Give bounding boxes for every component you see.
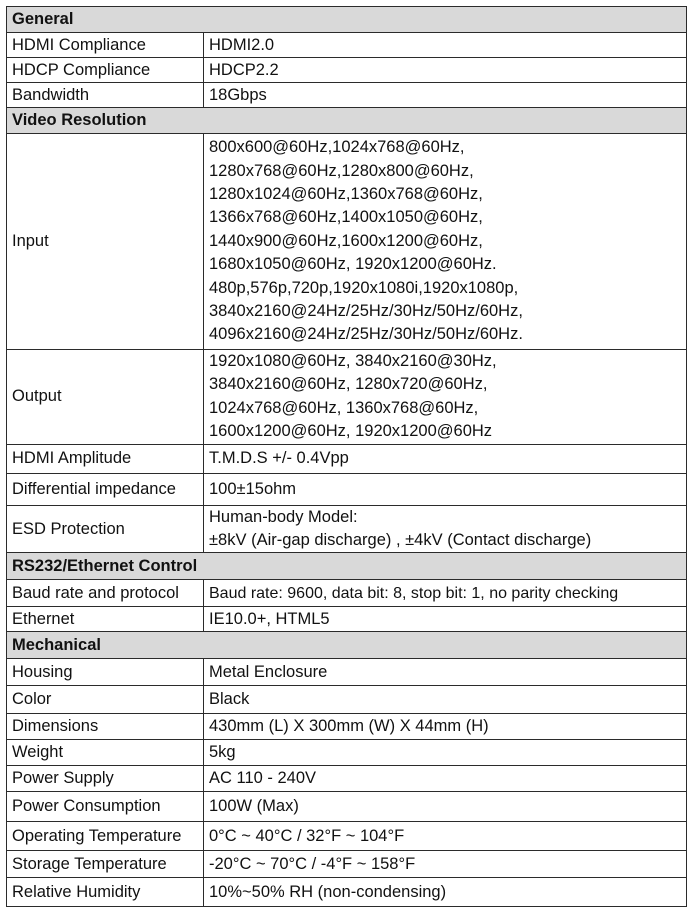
- spec-row: [7, 822, 687, 851]
- spec-value: 18Gbps: [204, 83, 687, 108]
- spec-label: Weight: [7, 740, 204, 766]
- spec-value: 100±15ohm: [204, 473, 687, 505]
- spec-row: [7, 58, 687, 83]
- spec-row: [7, 607, 687, 632]
- resolution-line: 480p,576p,720p,1920x1080i,1920x1080p,: [209, 278, 519, 297]
- spec-row-input: [7, 134, 687, 350]
- spec-value-list: [204, 505, 687, 553]
- spec-row: [7, 33, 687, 58]
- spec-value: 5kg: [204, 740, 687, 766]
- spec-row: [7, 580, 687, 607]
- spec-label: Differential impedance: [7, 473, 204, 505]
- spec-row: [7, 83, 687, 108]
- spec-row: [7, 714, 687, 740]
- spec-label: HDCP Compliance: [7, 58, 204, 83]
- resolution-line: 1280x768@60Hz,1280x800@60Hz,: [209, 161, 474, 180]
- esd-line: Human-body Model:: [209, 507, 358, 526]
- spec-value: IE10.0+, HTML5: [204, 607, 687, 632]
- spec-value: -20°C ~ 70°C / -4°F ~ 158°F: [204, 851, 687, 878]
- resolution-line: 3840x2160@60Hz, 1280x720@60Hz,: [209, 375, 488, 394]
- esd-line: ±8kV (Air-gap discharge) , ±4kV (Contact discharge): [209, 531, 592, 550]
- spec-row: [7, 792, 687, 822]
- spec-value-list: [204, 134, 687, 350]
- spec-label: Baud rate and protocol: [7, 580, 204, 607]
- spec-label: Operating Temperature: [7, 822, 204, 851]
- spec-label: Power Supply: [7, 766, 204, 792]
- resolution-line: 1600x1200@60Hz, 1920x1200@60Hz: [209, 422, 493, 441]
- spec-row-output: [7, 350, 687, 445]
- spec-row: [7, 851, 687, 878]
- spec-label: Input: [7, 134, 204, 350]
- spec-value: 0°C ~ 40°C / 32°F ~ 104°F: [204, 822, 687, 851]
- spec-label: Housing: [7, 659, 204, 686]
- spec-row: [7, 878, 687, 907]
- resolution-line: 1680x1050@60Hz, 1920x1200@60Hz.: [209, 255, 497, 274]
- spec-row-esd: [7, 505, 687, 553]
- resolution-line: 1366x768@60Hz,1400x1050@60Hz,: [209, 208, 483, 227]
- spec-table: [6, 6, 687, 907]
- spec-value: Black: [204, 686, 687, 714]
- resolution-line: 1280x1024@60Hz,1360x768@60Hz,: [209, 184, 483, 203]
- section-header-control: [7, 553, 687, 580]
- spec-label: Storage Temperature: [7, 851, 204, 878]
- resolution-line: 800x600@60Hz,1024x768@60Hz,: [209, 138, 465, 157]
- spec-label: Bandwidth: [7, 83, 204, 108]
- section-title: Mechanical: [7, 632, 687, 659]
- spec-value: T.M.D.S +/- 0.4Vpp: [204, 444, 687, 473]
- spec-value: 100W (Max): [204, 792, 687, 822]
- spec-value: Baud rate: 9600, data bit: 8, stop bit: 1, no parity checking: [204, 580, 687, 607]
- spec-label: Relative Humidity: [7, 878, 204, 907]
- section-title: Video Resolution: [7, 108, 687, 134]
- section-header-video-resolution: [7, 108, 687, 134]
- spec-label: HDMI Compliance: [7, 33, 204, 58]
- resolution-line: 1024x768@60Hz, 1360x768@60Hz,: [209, 398, 479, 417]
- spec-label: Power Consumption: [7, 792, 204, 822]
- spec-value-list: [204, 350, 687, 445]
- section-header-mechanical: [7, 632, 687, 659]
- resolution-line: 3840x2160@24Hz/25Hz/30Hz/50Hz/60Hz,: [209, 302, 523, 321]
- spec-value: AC 110 - 240V: [204, 766, 687, 792]
- spec-row: [7, 740, 687, 766]
- spec-row: [7, 659, 687, 686]
- section-title: General: [7, 7, 687, 33]
- spec-value: 10%~50% RH (non-condensing): [204, 878, 687, 907]
- spec-label: Ethernet: [7, 607, 204, 632]
- resolution-line: 1440x900@60Hz,1600x1200@60Hz,: [209, 231, 483, 250]
- spec-row: [7, 686, 687, 714]
- resolution-line: 1920x1080@60Hz, 3840x2160@30Hz,: [209, 352, 497, 370]
- spec-value: HDCP2.2: [204, 58, 687, 83]
- spec-value: HDMI2.0: [204, 33, 687, 58]
- spec-label: Color: [7, 686, 204, 714]
- section-title: RS232/Ethernet Control: [7, 553, 687, 580]
- spec-row: [7, 766, 687, 792]
- spec-value: 430mm (L) X 300mm (W) X 44mm (H): [204, 714, 687, 740]
- spec-label: Dimensions: [7, 714, 204, 740]
- resolution-line: 4096x2160@24Hz/25Hz/30Hz/50Hz/60Hz.: [209, 325, 523, 344]
- spec-label: HDMI Amplitude: [7, 444, 204, 473]
- spec-row: [7, 444, 687, 473]
- spec-value: Metal Enclosure: [204, 659, 687, 686]
- section-header-general: [7, 7, 687, 33]
- spec-label: Output: [7, 350, 204, 445]
- spec-row: [7, 473, 687, 505]
- spec-label: ESD Protection: [7, 505, 204, 553]
